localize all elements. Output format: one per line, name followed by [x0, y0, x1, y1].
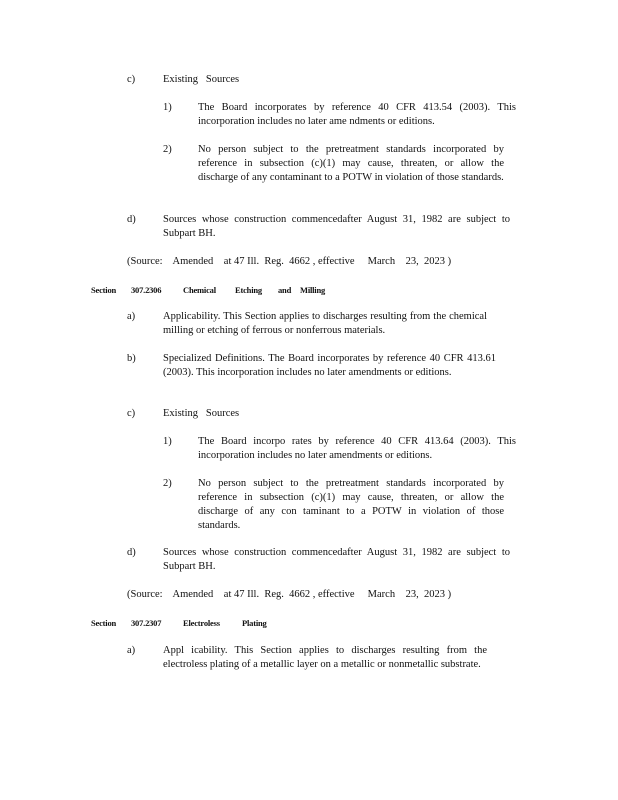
subsection-b-label: b): [127, 353, 136, 364]
section-2307-heading: [0, 616, 618, 630]
subsection-c-title: Existing Sources: [163, 74, 240, 85]
subsection-b-text: Specialized Definitions. The Board incorporates by reference 40 CFR 413.61 (2003). This incorporation includes no later amendments or editions.: [163, 353, 496, 378]
item-2-text: No person subject to the pretreatment standards incorporated by reference in subsection (c)(1) may cause, threaten, or allow the discharge of any contaminant to a POTW in violation of those standards.: [198, 144, 504, 183]
subsection-c-title: Existing Sources: [163, 408, 240, 419]
item-1-label: 1): [163, 102, 172, 113]
section-number: 307.2306: [131, 285, 162, 295]
section-2306-heading: [0, 283, 618, 297]
subsection-a-text: Appl icability. This Section applies to discharges resulting from the electroless plating of a metallic layer on a metallic or nonmetallic substrate.: [163, 645, 487, 670]
item-1-label: 1): [163, 436, 172, 447]
section-title-word: Electroless: [183, 618, 220, 628]
subsection-d-label: d): [127, 214, 136, 225]
item-1-text: The Board incorpo rates by reference 40 CFR 413.64 (2003). This incorporation includes no later amendments or editions.: [198, 436, 516, 461]
section-word: Section: [91, 618, 117, 628]
subsection-c-label: c): [127, 408, 136, 419]
section-title-word: Etching: [235, 285, 262, 295]
source-note: (Source: Amended at 47 Ill. Reg. 4662 , effective March 23, 2023 ): [127, 589, 452, 600]
subsection-a-text: Applicability. This Section applies to discharges resulting from the chemical milling or etching of ferrous or nonferrous materials.: [163, 311, 487, 336]
source-note: (Source: Amended at 47 Ill. Reg. 4662 , effective March 23, 2023 ): [127, 256, 452, 267]
section-title-word: and: [278, 285, 292, 295]
subsection-d-text: Sources whose construction commencedafter August 31, 1982 are subject to Subpart BH.: [163, 214, 510, 239]
subsection-d-text: Sources whose construction commencedafter August 31, 1982 are subject to Subpart BH.: [163, 547, 510, 572]
subsection-c-label: c): [127, 74, 136, 85]
section-title-word: Milling: [300, 285, 326, 295]
item-1-text: The Board incorporates by reference 40 CFR 413.54 (2003). This incorporation includes no later ame ndments or editions.: [198, 102, 516, 127]
section-title-word: Plating: [242, 618, 267, 628]
subsection-a-label: a): [127, 645, 136, 656]
item-2-label: 2): [163, 478, 172, 489]
item-2-label: 2): [163, 144, 172, 155]
section-title-word: Chemical: [183, 285, 216, 295]
section-word: Section: [91, 285, 117, 295]
section-number: 307.2307: [131, 618, 162, 628]
subsection-a-label: a): [127, 311, 136, 322]
item-2-text: No person subject to the pretreatment standards incorporated by reference in subsection (c)(1) may cause, threaten, or allow the discharge of any con taminant to a POTW in violation of those standards.: [198, 478, 504, 531]
subsection-d-label: d): [127, 547, 136, 558]
